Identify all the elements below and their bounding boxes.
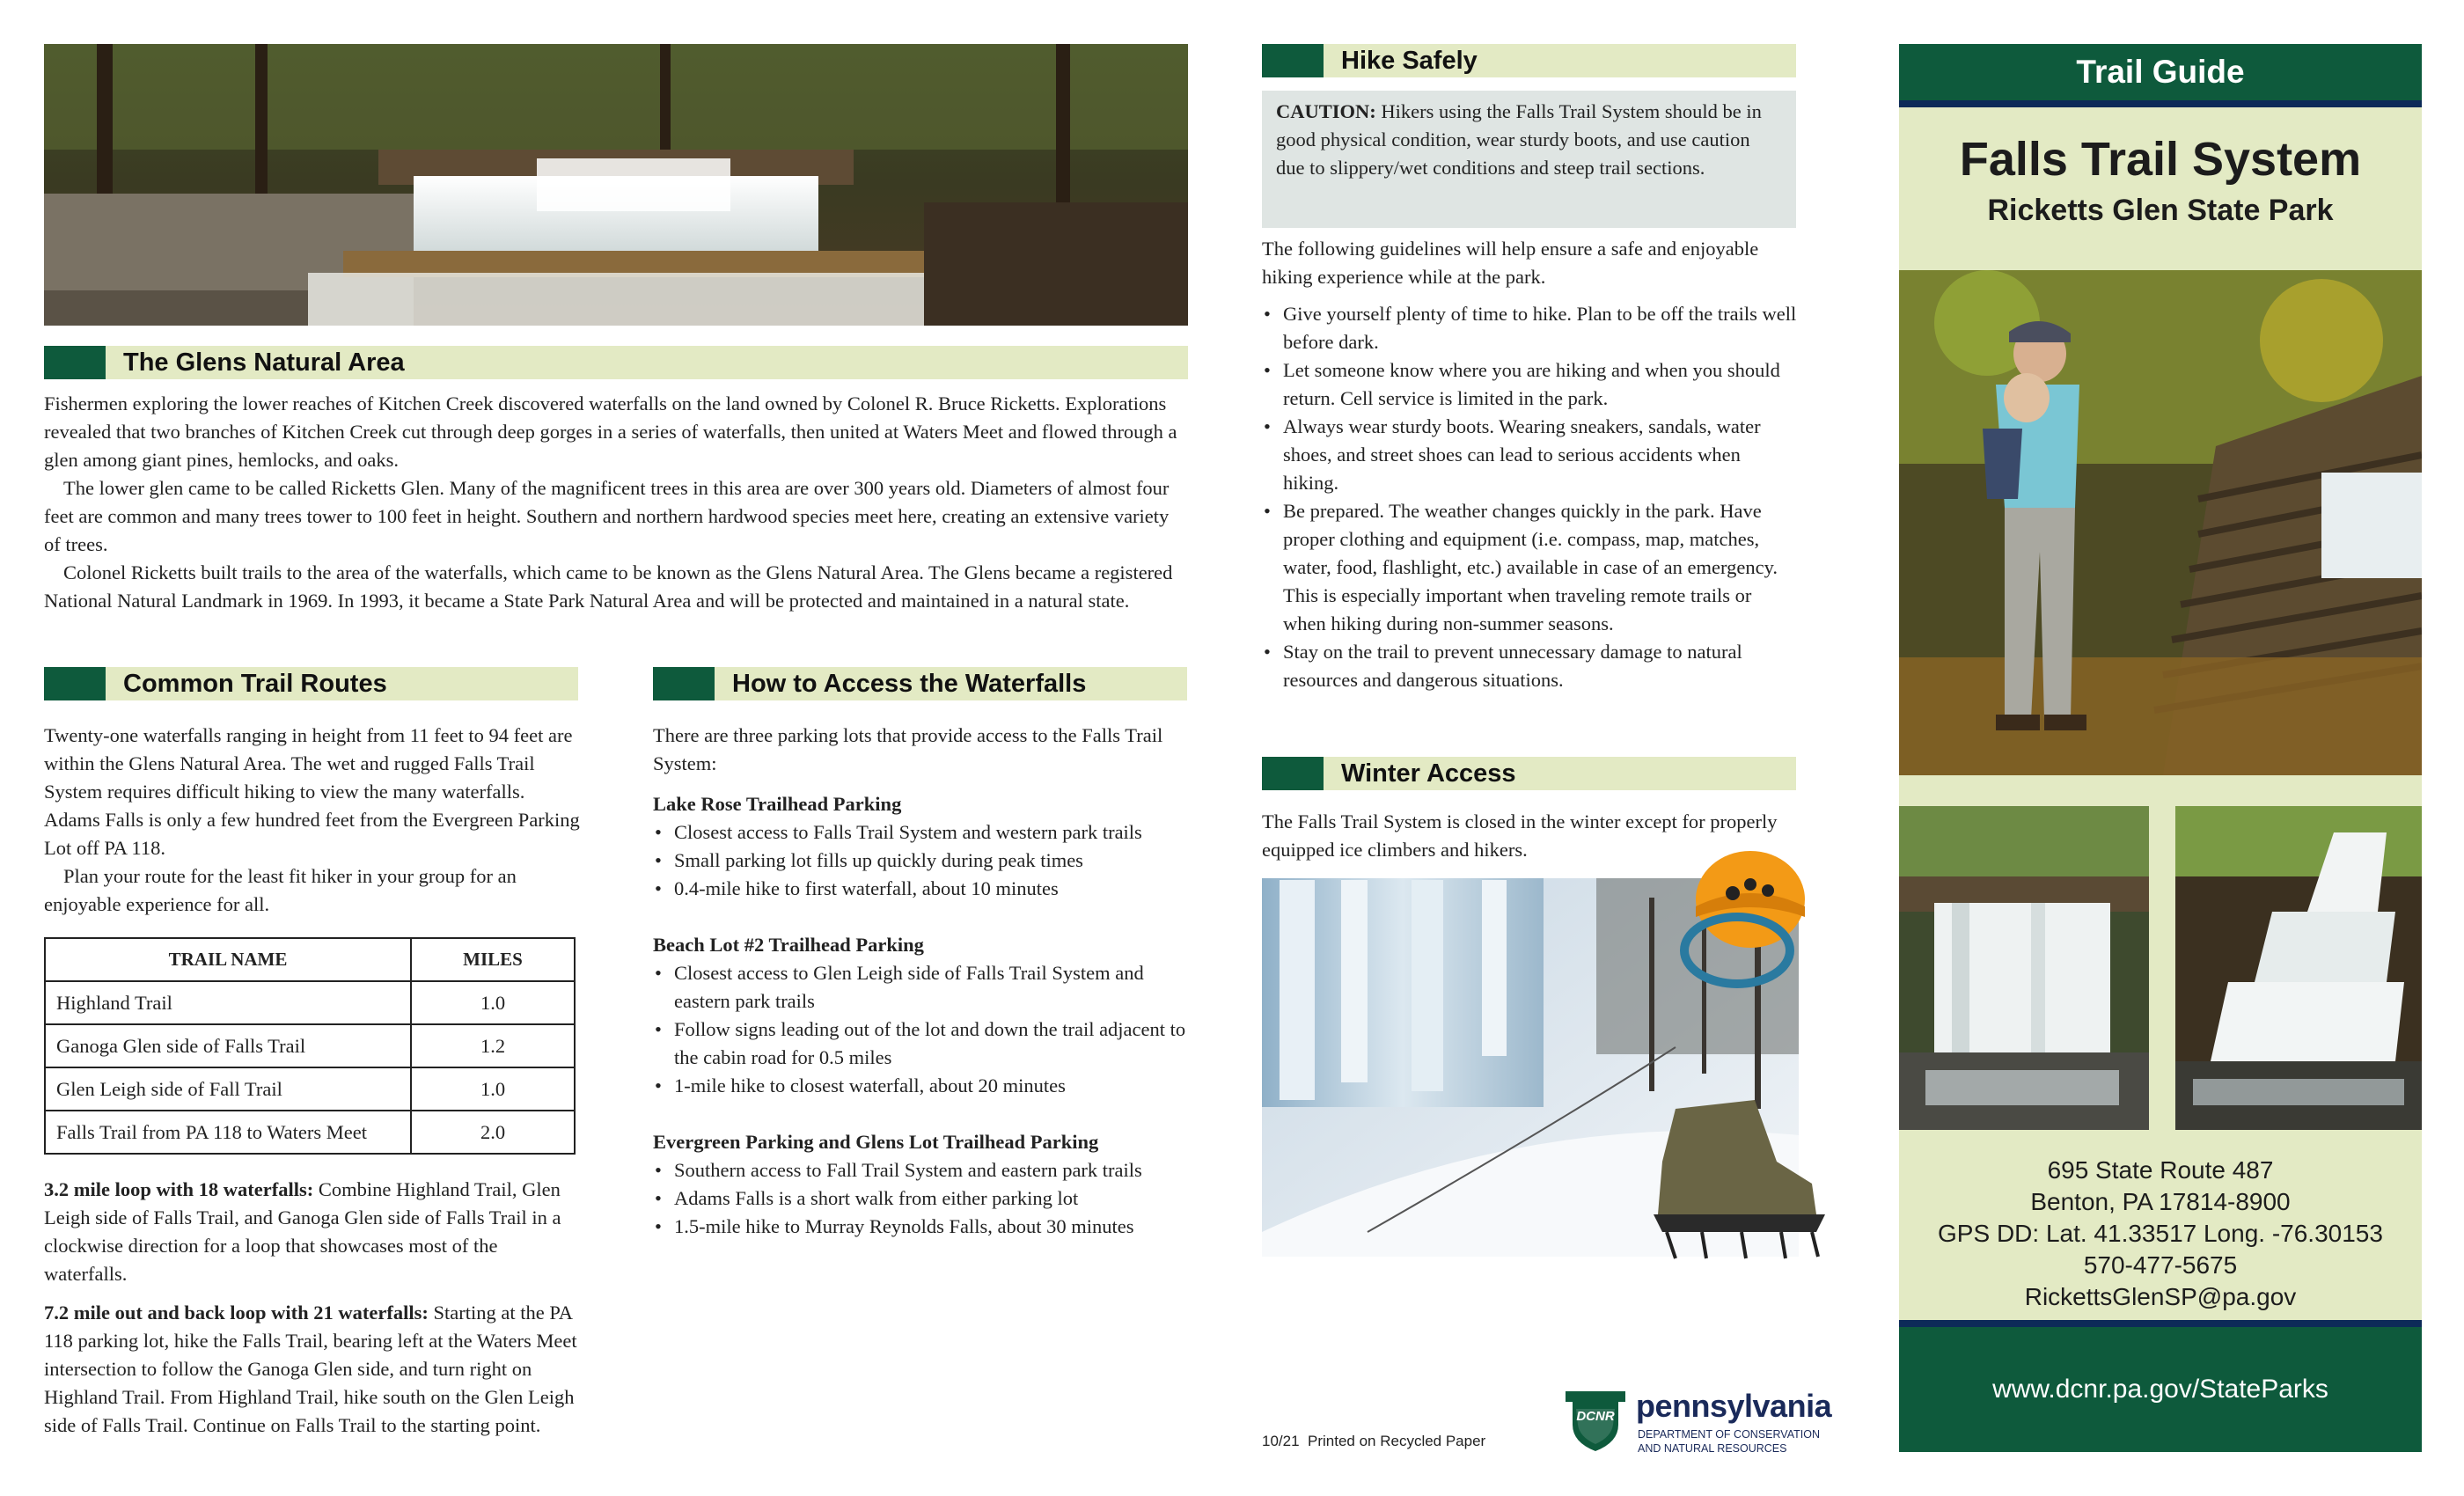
gps-coordinates: GPS DD: Lat. 41.33517 Long. -76.30153 — [1938, 1220, 2383, 1247]
routes-body — [44, 722, 581, 919]
table-row — [45, 1111, 575, 1154]
list-item: • Be prepared. The weather changes quickly in the park. Have proper clothing and equipment (i.e. compass, map, matches, water, food, flashlight, etc.) available in case of an emergency. This is especially important when traveling remote trails or when hiking during non-summer seasons. — [1262, 497, 1799, 638]
trail-guide-label: Trail Guide — [2076, 54, 2245, 90]
access-intro: There are three parking lots that provide access to the Falls Trail System: — [653, 724, 1163, 774]
logo-dept-line-1: DEPARTMENT OF CONSERVATION — [1638, 1428, 1820, 1441]
access-section-header — [653, 667, 1187, 700]
winter-ice-photo — [1262, 845, 1843, 1285]
lot-2-list — [653, 959, 1190, 1100]
glens-section-header — [44, 346, 1188, 379]
list-item: • Give yourself plenty of time to hike. Plan to be off the trails well before dark. — [1262, 300, 1799, 356]
list-item: • Closest access to Falls Trail System and western park trails — [653, 818, 1190, 847]
trail-guide-band — [1899, 44, 2422, 100]
trail-miles-cell: 1.0 — [411, 1067, 575, 1111]
winter-heading: Winter Access — [1341, 759, 1516, 788]
trail-miles-cell: 1.2 — [411, 1024, 575, 1067]
hike-list — [1262, 300, 1799, 694]
trail-miles-cell: 1.0 — [411, 981, 575, 1024]
waterfall-banner-photo — [44, 44, 1188, 326]
cover-title: Falls Trail System — [1959, 133, 2362, 186]
list-item: • Stay on the trail to prevent unnecessary damage to natural resources and dangerous situations. — [1262, 638, 1799, 694]
table-header-row — [45, 938, 575, 981]
address-line-1: 695 State Route 487 — [2047, 1156, 2274, 1184]
table-row — [45, 1024, 575, 1067]
loop-1-title: 3.2 mile loop with 18 waterfalls: — [44, 1178, 314, 1200]
lot-1-list — [653, 818, 1190, 903]
hikers-photo — [1899, 270, 2422, 775]
table-row — [45, 981, 575, 1024]
list-item: • Adams Falls is a short walk from either parking lot — [653, 1184, 1190, 1213]
access-body — [653, 722, 1190, 1241]
cover-panel — [1899, 44, 2422, 1452]
website-band — [1899, 1327, 2422, 1452]
waterfall-photo-right — [2175, 806, 2422, 1130]
glens-paragraph-2: The lower glen came to be called Ricketts Glen. Many of the magnificent trees in this area are over 300 years old. Diameters of almost four feet are common and many trees tower to 100 feet in height. Southern and northern hardwood species meet here, creating an extensive variety of trees. — [44, 477, 1170, 555]
logo-badge-text: DCNR — [1576, 1409, 1615, 1424]
glens-body — [44, 390, 1188, 615]
loop-2-title: 7.2 mile out and back loop with 21 waterfalls: — [44, 1302, 429, 1324]
list-item: • Let someone know where you are hiking and when you should return. Cell service is limited in the park. — [1262, 356, 1799, 413]
loop-2 — [44, 1299, 585, 1440]
list-item: • Southern access to Fall Trail System and eastern park trails — [653, 1156, 1190, 1184]
table-row — [45, 1067, 575, 1111]
lot-3-name: Evergreen Parking and Glens Lot Trailhead Parking — [653, 1131, 1099, 1153]
loop-descriptions — [44, 1176, 585, 1440]
header-marker — [1262, 757, 1324, 790]
routes-paragraph-1: Twenty-one waterfalls ranging in height from 11 feet to 94 feet are within the Glens Natural Area. The wet and rugged Falls Trail System requires difficult hiking to view the many waterfalls. Adams Falls is only a few hundred feet from the Evergreen Parking Lot off PA 118. — [44, 724, 580, 859]
caution-body: Hikers using the Falls Trail System should be in good physical condition, wear sturdy boots, and use caution due to slippery/wet conditions and steep trail sections. — [1276, 100, 1762, 179]
list-item: • 1-mile hike to closest waterfall, about 20 minutes — [653, 1072, 1190, 1100]
trail-table — [44, 937, 576, 1155]
routes-heading: Common Trail Routes — [123, 669, 387, 698]
print-note: 10/21 Printed on Recycled Paper — [1262, 1433, 1486, 1449]
list-item: • 0.4-mile hike to first waterfall, about 10 minutes — [653, 875, 1190, 903]
trail-name-cell: Falls Trail from PA 118 to Waters Meet — [45, 1111, 411, 1154]
bottom-rule — [1899, 1320, 2422, 1327]
waterfall-photo-left — [1899, 806, 2149, 1130]
col-miles: MILES — [411, 938, 575, 981]
loop-2-text: Starting at the PA 118 parking lot, hike the Falls Trail, bearing left at the Waters Meet intersection to follow the Ganoga Glen side, and turn right on Highland Trail. From Highland Trail, hike south on the Glen Leigh side of Falls Trail. Continue on Falls Trail to the starting point. — [44, 1302, 577, 1436]
glens-paragraph-1: Fishermen exploring the lower reaches of Kitchen Creek discovered waterfalls on the land owned by Colonel R. Bruce Ricketts. Explorations revealed that two branches of Kitchen Creek cut through deep gorges in a series of waterfalls, then united at Waters Meet and flowed through a glen among giant pines, hemlocks, and oaks. — [44, 392, 1177, 471]
header-marker — [1262, 44, 1324, 77]
hike-intro: The following guidelines will help ensure a safe and enjoyable hiking experience while at the park. — [1262, 238, 1759, 288]
routes-paragraph-2: Plan your route for the least fit hiker in your group for an enjoyable experience for all. — [44, 865, 517, 915]
access-heading: How to Access the Waterfalls — [732, 669, 1087, 698]
winter-text: The Falls Trail System is closed in the winter except for properly equipped ice climbers and hikers. — [1262, 810, 1778, 861]
routes-section-header — [44, 667, 578, 700]
col-trail-name: TRAIL NAME — [45, 938, 411, 981]
lot-3-list — [653, 1156, 1190, 1241]
trail-name-cell: Ganoga Glen side of Falls Trail — [45, 1024, 411, 1067]
winter-section-header — [1262, 757, 1796, 790]
dcnr-logo — [1562, 1388, 1832, 1456]
trail-table-wrap — [44, 937, 576, 1155]
glens-heading: The Glens Natural Area — [123, 348, 405, 377]
band-rule — [1899, 100, 2422, 107]
header-marker — [653, 667, 715, 700]
hike-heading: Hike Safely — [1341, 46, 1478, 75]
logo-wordmark: pennsylvania — [1636, 1388, 1832, 1424]
hike-section-header — [1262, 44, 1796, 77]
list-item: • 1.5-mile hike to Murray Reynolds Falls, about 30 minutes — [653, 1213, 1190, 1241]
header-marker — [44, 346, 106, 379]
header-marker — [44, 667, 106, 700]
lot-2-name: Beach Lot #2 Trailhead Parking — [653, 934, 924, 956]
list-item: • Small parking lot fills up quickly during peak times — [653, 847, 1190, 875]
trail-name-cell: Glen Leigh side of Fall Trail — [45, 1067, 411, 1111]
trail-name-cell: Highland Trail — [45, 981, 411, 1024]
list-item: • Always wear sturdy boots. Wearing sneakers, sandals, water shoes, and street shoes can lead to serious accidents when hiking. — [1262, 413, 1799, 497]
email-address[interactable]: RickettsGlenSP@pa.gov — [2024, 1283, 2297, 1310]
loop-1 — [44, 1176, 585, 1288]
caution-text — [1276, 98, 1782, 182]
cover-subtitle: Ricketts Glen State Park — [1987, 194, 2334, 227]
address-line-2: Benton, PA 17814-8900 — [2030, 1188, 2291, 1215]
list-item: • Follow signs leading out of the lot and down the trail adjacent to the cabin road for 0.5 miles — [653, 1016, 1190, 1072]
phone-number: 570-477-5675 — [2083, 1251, 2238, 1279]
caution-label: CAUTION: — [1276, 100, 1376, 122]
contact-block — [1899, 1155, 2422, 1313]
caution-box — [1262, 91, 1796, 228]
trail-miles-cell: 2.0 — [411, 1111, 575, 1154]
website-link[interactable]: www.dcnr.pa.gov/StateParks — [1992, 1375, 2328, 1404]
hike-body — [1262, 235, 1799, 694]
list-item: • Closest access to Glen Leigh side of Falls Trail System and eastern park trails — [653, 959, 1190, 1016]
lot-1-name: Lake Rose Trailhead Parking — [653, 793, 902, 815]
logo-dept-line-2: AND NATURAL RESOURCES — [1638, 1442, 1787, 1455]
glens-paragraph-3: Colonel Ricketts built trails to the area of the waterfalls, which came to be known as the Glens Natural Area. The Glens became a registered National Natural Landmark in 1969. In 1993, it became a State Park Natural Area and will be protected and maintained in a natural state. — [44, 561, 1173, 612]
loop-1-text: Combine Highland Trail, Glen Leigh side of Falls Trail, and Ganoga Glen side of Falls Trail in a clockwise direction for a loop that showcases most of the waterfalls. — [44, 1178, 561, 1285]
